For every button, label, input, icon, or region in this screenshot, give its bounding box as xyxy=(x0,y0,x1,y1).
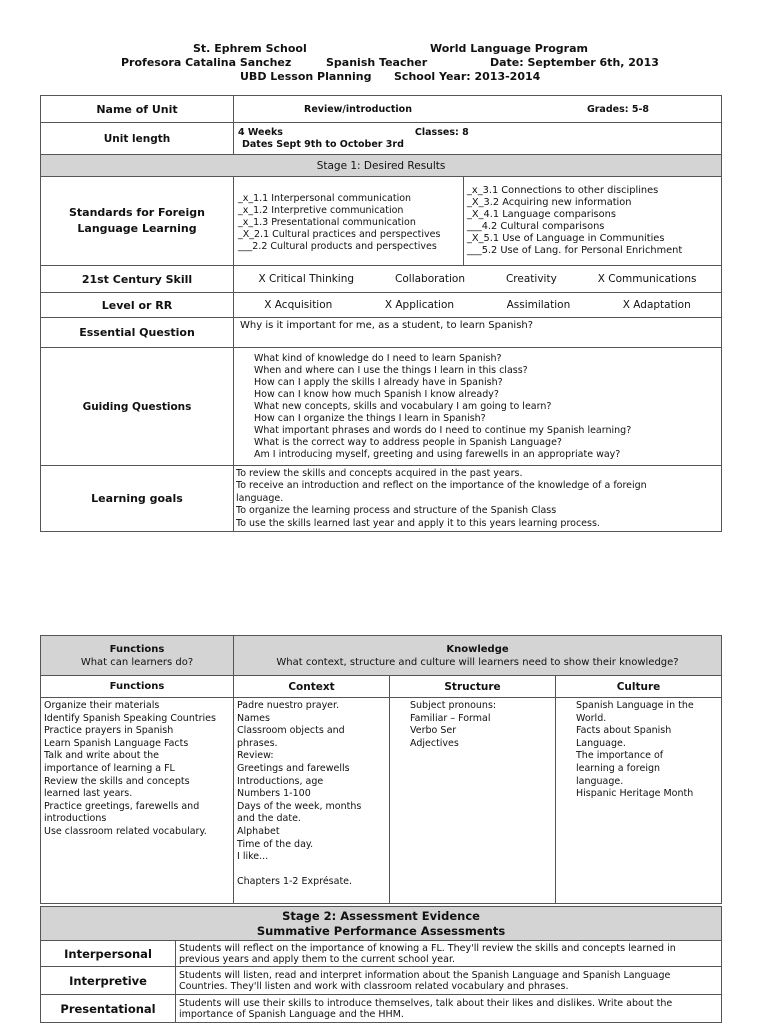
structure-item: Subject pronouns: xyxy=(410,700,497,711)
name-of-unit-label: Name of Unit xyxy=(41,96,234,123)
stage2-subtitle: Summative Performance Assessments xyxy=(256,923,506,938)
teacher-role: Spanish Teacher xyxy=(326,56,428,69)
standard-item: _x_1.2 Interpretive communication xyxy=(238,205,404,216)
interpersonal-label: Interpersonal xyxy=(41,941,176,967)
standards-left xyxy=(234,177,464,266)
unit-length-cell xyxy=(234,123,722,155)
standard-item: _x_1.3 Presentational communication xyxy=(238,217,416,228)
standard-item: _X_5.1 Use of Language in Communities xyxy=(467,233,665,244)
skill-item: Creativity xyxy=(505,273,557,285)
function-item: Practice greetings, farewells and xyxy=(44,800,200,812)
learning-goal: To review the skills and concepts acquired in the past years. xyxy=(236,468,523,479)
learning-goal: language. xyxy=(236,492,284,504)
culture-item: Facts about Spanish xyxy=(576,725,672,737)
context-item: I like... xyxy=(237,851,269,863)
function-item: importance of learning a FL xyxy=(44,762,175,774)
knowledge-table xyxy=(40,635,722,904)
interpretive-text: Students will listen, read and interpret information about the Spanish Language and Spanish Language Countries. They'll listen and work with classroom related vocabulary and phrases. xyxy=(176,967,722,995)
culture-item: language. xyxy=(576,775,624,787)
lesson-planning: UBD Lesson Planning xyxy=(240,70,372,83)
culture-item: learning a foreign xyxy=(576,762,661,774)
learning-goals xyxy=(234,466,722,532)
functions-subtitle: What can learners do? xyxy=(80,656,194,668)
learning-goals-label: Learning goals xyxy=(41,466,234,532)
col-structure: Structure xyxy=(390,676,556,698)
standards-right xyxy=(464,177,722,266)
function-item: Learn Spanish Language Facts xyxy=(44,737,189,749)
function-item: Use classroom related vocabulary. xyxy=(44,825,207,837)
col-context: Context xyxy=(234,676,390,698)
context-item: Alphabet xyxy=(237,825,280,837)
century-skill-label: 21st Century Skill xyxy=(41,266,234,293)
standards-label: Standards for Foreign Language Learning xyxy=(41,177,234,266)
standard-item: ___4.2 Cultural comparisons xyxy=(467,221,605,232)
guiding-questions xyxy=(234,348,722,466)
context-item: Chapters 1-2 Exprésate. xyxy=(237,876,353,888)
knowledge-subtitle: What context, structure and culture will learners need to show their knowledge? xyxy=(276,656,679,668)
learning-goal: To use the skills learned last year and apply it to this years learning process. xyxy=(236,517,600,529)
essential-question: Why is it important for me, as a student, to learn Spanish? xyxy=(234,318,722,348)
standard-item: _x_1.1 Interpersonal communication xyxy=(238,193,412,204)
context-item: Days of the week, months xyxy=(237,800,362,812)
col-culture: Culture xyxy=(556,676,722,698)
guiding-question: How can I apply the skills I already have in Spanish? xyxy=(254,376,503,388)
context-item: Review: xyxy=(237,750,274,762)
functions-header xyxy=(41,636,234,676)
stage1-title: Stage 1: Desired Results xyxy=(41,155,722,177)
guiding-questions-label: Guiding Questions xyxy=(41,348,234,466)
standard-item: _X_3.2 Acquiring new information xyxy=(467,197,632,208)
guiding-question: How can I organize the things I learn in Spanish? xyxy=(254,412,486,424)
knowledge-header xyxy=(234,636,722,676)
classes-value: Classes: 8 xyxy=(414,126,469,138)
context-list xyxy=(234,698,390,904)
unit-length-label: Unit length xyxy=(41,123,234,155)
weeks-value: 4 Weeks xyxy=(238,126,283,138)
interpersonal-text: Students will reflect on the importance of knowing a FL. They'll review the skills and concepts learned in previous years and apply them to the current school year. xyxy=(176,941,722,967)
level-label: Level or RR xyxy=(41,293,234,318)
essential-question-label: Essential Question xyxy=(41,318,234,348)
level-item: X Acquisition xyxy=(264,299,333,311)
presentational-text: Students will use their skills to introduce themselves, talk about their likes and dislikes. Write about the importance of Spanish Language and the HHM. xyxy=(176,995,722,1023)
level-item: X Adaptation xyxy=(622,299,691,311)
program-name: World Language Program xyxy=(430,42,588,55)
functions-title: Functions xyxy=(109,643,165,655)
level-item: Assimilation xyxy=(506,299,571,311)
structure-list xyxy=(390,698,556,904)
interpretive-label: Interpretive xyxy=(41,967,176,995)
dates-value: Dates Sept 9th to October 3rd xyxy=(242,138,404,150)
school-year: School Year: 2013-2014 xyxy=(394,70,541,83)
structure-item: Adjectives xyxy=(410,737,459,749)
context-item: phrases. xyxy=(237,737,278,749)
structure-item: Verbo Ser xyxy=(410,725,457,737)
guiding-question: How can I know how much Spanish I know already? xyxy=(254,388,499,400)
teacher-name: Profesora Catalina Sanchez xyxy=(121,56,292,69)
standard-item: ___5.2 Use of Lang. for Personal Enrichment xyxy=(467,245,683,256)
grades-value: Grades: 5-8 xyxy=(586,103,650,115)
unit-name-value: Review/introduction xyxy=(304,103,412,115)
culture-list xyxy=(556,698,722,904)
culture-item: Hispanic Heritage Month xyxy=(576,788,694,800)
unit-table xyxy=(40,95,722,532)
culture-item: The importance of xyxy=(576,750,664,762)
standard-item: _X_4.1 Language comparisons xyxy=(467,209,616,220)
learning-goal: To receive an introduction and reflect on the importance of the knowledge of a foreign xyxy=(236,480,647,492)
stage2-header xyxy=(41,907,722,941)
context-item: Time of the day. xyxy=(237,838,314,850)
guiding-question: When and where can I use the things I learn in this class? xyxy=(254,364,528,376)
skill-item: X Communications xyxy=(597,273,697,285)
functions-list xyxy=(41,698,234,904)
levels xyxy=(234,293,722,318)
presentational-label: Presentational xyxy=(41,995,176,1023)
context-item: Padre nuestro prayer. xyxy=(237,700,340,711)
context-item: Numbers 1-100 xyxy=(237,788,311,800)
context-item: Greetings and farewells xyxy=(237,762,350,774)
learning-goal: To organize the learning process and structure of the Spanish Class xyxy=(236,505,557,517)
context-item: Names xyxy=(237,712,270,724)
plan-date: Date: September 6th, 2013 xyxy=(490,56,659,69)
context-item: and the date. xyxy=(237,813,301,825)
function-item: learned last years. xyxy=(44,788,133,800)
guiding-question: What is the correct way to address people in Spanish Language? xyxy=(254,436,562,448)
function-item: Identify Spanish Speaking Countries xyxy=(44,712,216,724)
guiding-question: What kind of knowledge do I need to learn Spanish? xyxy=(254,352,502,364)
guiding-question: Am I introducing myself, greeting and using farewells in an appropriate way? xyxy=(254,448,621,460)
standard-item: _X_2.1 Cultural practices and perspectives xyxy=(238,229,441,240)
context-item: Classroom objects and xyxy=(237,725,345,737)
col-functions: Functions xyxy=(41,676,234,698)
knowledge-title: Knowledge xyxy=(446,643,509,655)
guiding-question: What important phrases and words do I need to continue my Spanish learning? xyxy=(254,424,632,436)
skill-item: X Critical Thinking xyxy=(258,273,355,285)
function-item: introductions xyxy=(44,813,107,825)
context-item xyxy=(237,864,385,877)
stage2-title: Stage 2: Assessment Evidence xyxy=(282,908,480,923)
culture-item: Spanish Language in the xyxy=(576,700,694,711)
century-skills xyxy=(234,266,722,293)
function-item: Review the skills and concepts xyxy=(44,775,190,787)
unit-name-cell xyxy=(234,96,722,123)
level-item: X Application xyxy=(384,299,455,311)
skill-item: Collaboration xyxy=(395,273,465,285)
assessment-table xyxy=(40,906,722,1023)
guiding-question: What new concepts, skills and vocabulary I am going to learn? xyxy=(254,400,552,412)
culture-item: World. xyxy=(576,712,607,724)
culture-item: Language. xyxy=(576,737,626,749)
function-item: Practice prayers in Spanish xyxy=(44,725,174,737)
standard-item: _x_3.1 Connections to other disciplines xyxy=(467,185,659,196)
function-item: Talk and write about the xyxy=(44,750,160,762)
school-name: St. Ephrem School xyxy=(193,42,307,55)
structure-item: Familiar – Formal xyxy=(410,712,491,724)
context-item: Introductions, age xyxy=(237,775,324,787)
standard-item: ___2.2 Cultural products and perspectives xyxy=(238,241,437,252)
function-item: Organize their materials xyxy=(44,700,160,711)
